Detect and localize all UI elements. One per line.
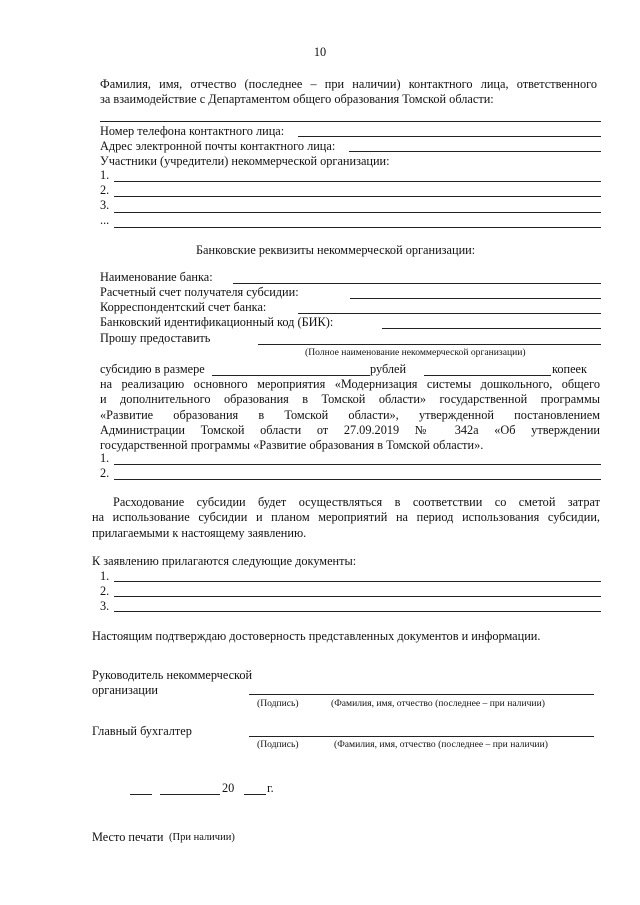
participant-number: 3. bbox=[100, 198, 110, 212]
purpose-line: государственной программы «Развитие образования в Томской области». bbox=[100, 438, 484, 453]
email-label: Адрес электронной почты контактного лица: bbox=[100, 139, 336, 153]
bik-field[interactable] bbox=[382, 328, 601, 329]
date-month-field[interactable] bbox=[160, 794, 220, 795]
subsidy-label: субсидию в размере bbox=[100, 362, 205, 376]
date-year-field[interactable] bbox=[244, 794, 266, 795]
stamp-note: (При наличии) bbox=[169, 832, 235, 843]
participant-number: 1. bbox=[100, 168, 110, 182]
contact-person-name-field[interactable] bbox=[100, 121, 601, 122]
attachment-number: 1. bbox=[100, 569, 110, 583]
accountant-signature-field[interactable] bbox=[249, 736, 333, 737]
participant-field[interactable] bbox=[114, 181, 601, 182]
attachment-number: 3. bbox=[100, 599, 110, 613]
corr-account-label: Корреспондентский счет банка: bbox=[100, 300, 267, 314]
spending-line: на использование субсидии и планом мероприятий на период использования субсидии, bbox=[92, 510, 600, 525]
provide-label: Прошу предоставить bbox=[100, 331, 211, 345]
spending-line: прилагаемыми к настоящему заявлению. bbox=[92, 525, 307, 540]
account-label: Расчетный счет получателя субсидии: bbox=[100, 285, 299, 299]
signature-caption: (Подпись) bbox=[257, 698, 299, 709]
purpose-line: и дополнительного образования в Томской области» государственной программы bbox=[100, 392, 600, 407]
contact-intro-line-1: Фамилия, имя, отчество (последнее – при наличии) контактного лица, ответственного bbox=[100, 77, 597, 91]
purpose-paragraph bbox=[100, 377, 600, 453]
date-day-field[interactable] bbox=[130, 794, 152, 795]
participant-field[interactable] bbox=[114, 196, 601, 197]
head-signature-field[interactable] bbox=[249, 694, 331, 695]
head-title-line-2: организации bbox=[92, 683, 159, 697]
bank-details-heading: Банковские реквизиты некоммерческой организации: bbox=[196, 243, 476, 257]
subsidy-rubles-field[interactable] bbox=[212, 375, 370, 376]
head-title-line-1: Руководитель некоммерческой bbox=[92, 668, 253, 682]
account-field[interactable] bbox=[350, 298, 601, 299]
spending-paragraph bbox=[92, 495, 600, 541]
date-year-suffix: г. bbox=[267, 781, 274, 795]
date-year-prefix: 20 bbox=[222, 781, 235, 795]
stamp-label: Место печати bbox=[92, 830, 164, 844]
name-caption: (Фамилия, имя, отчество (последнее – при наличии) bbox=[334, 739, 548, 750]
kopecks-label: копеек bbox=[552, 362, 587, 376]
attachments-label: К заявлению прилагаются следующие документы: bbox=[92, 554, 357, 568]
rubles-label: рублей bbox=[370, 362, 407, 376]
attachment-field[interactable] bbox=[114, 611, 601, 612]
name-caption: (Фамилия, имя, отчество (последнее – при наличии) bbox=[331, 698, 545, 709]
attachment-number: 2. bbox=[100, 584, 110, 598]
participant-field[interactable] bbox=[114, 227, 601, 228]
participant-field[interactable] bbox=[114, 212, 601, 213]
confirmation-text: Настоящим подтверждаю достоверность представленных документов и информации. bbox=[92, 629, 541, 643]
attachment-field[interactable] bbox=[114, 596, 601, 597]
request-item-field[interactable] bbox=[114, 464, 601, 465]
organization-name-field[interactable] bbox=[258, 344, 601, 345]
bik-label: Банковский идентификационный код (БИК): bbox=[100, 315, 334, 329]
purpose-line: на реализацию основного мероприятия «Модернизация системы дошкольного, общего bbox=[100, 377, 600, 391]
request-item-number: 2. bbox=[100, 466, 110, 480]
contact-intro bbox=[100, 77, 597, 108]
chief-accountant-label: Главный бухгалтер bbox=[92, 724, 192, 738]
request-item-field[interactable] bbox=[114, 479, 601, 480]
request-item-number: 1. bbox=[100, 451, 110, 465]
organization-name-caption: (Полное наименование некоммерческой организации) bbox=[305, 347, 526, 358]
attachment-field[interactable] bbox=[114, 581, 601, 582]
purpose-line: Администрации Томской области от 27.09.2019 № 342а «Об утверждении bbox=[100, 422, 600, 437]
phone-field[interactable] bbox=[298, 136, 601, 137]
subsidy-kopecks-field[interactable] bbox=[424, 375, 551, 376]
head-name-field[interactable] bbox=[331, 694, 594, 695]
spending-line: Расходование субсидии будет осуществляться в соответствии со сметой затрат bbox=[113, 495, 600, 509]
participant-ellipsis: ... bbox=[100, 213, 110, 227]
corr-account-field[interactable] bbox=[298, 313, 601, 314]
contact-intro-line-2: за взаимодействие с Департаментом общего образования Томской области: bbox=[100, 92, 494, 107]
participants-label: Участники (учредители) некоммерческой организации: bbox=[100, 154, 390, 168]
participant-number: 2. bbox=[100, 183, 110, 197]
page-number: 10 bbox=[313, 45, 327, 59]
bank-name-label: Наименование банка: bbox=[100, 270, 213, 284]
phone-label: Номер телефона контактного лица: bbox=[100, 124, 285, 138]
purpose-line: «Развитие образования в Томской области», утвержденной постановлением bbox=[100, 407, 600, 422]
bank-name-field[interactable] bbox=[233, 283, 601, 284]
signature-caption: (Подпись) bbox=[257, 739, 299, 750]
email-field[interactable] bbox=[349, 151, 601, 152]
accountant-name-field[interactable] bbox=[333, 736, 594, 737]
